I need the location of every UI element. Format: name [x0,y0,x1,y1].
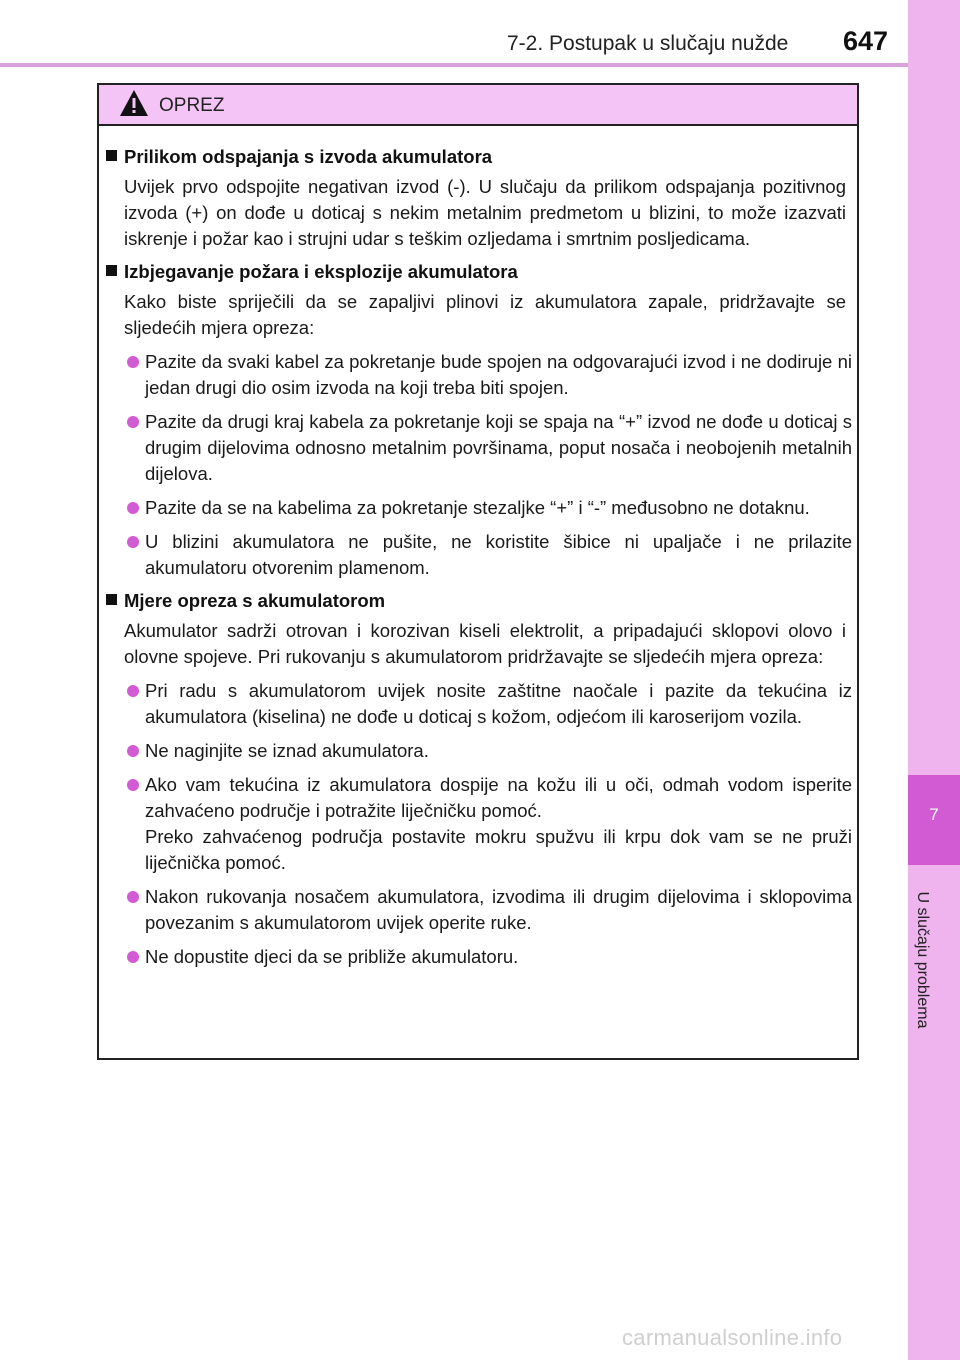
round-bullet-icon [127,685,139,697]
list-item-continuation: Preko zahvaćenog područja postavite mokru spužvu ili krpu dok vam se ne pruži liječnička pomoć. [145,826,852,873]
round-bullet-icon [127,356,139,368]
list-item-text: Pazite da svaki kabel za pokretanje bude spojen na odgovarajući izvod i ne dodiruje ni jedan drugi dio osim izvoda na koji treba biti spojen. [145,351,852,398]
list-item-text: Ne dopustite djeci da se približe akumulatoru. [145,946,519,967]
list-item-text: Pri radu s akumulatorom uvijek nosite zaštitne naočale i pazite da tekućina iz akumulatora (kiselina) ne dođe u doticaj s kožom, odjećom ili karoserijom vozila. [145,680,852,727]
list-item [124,495,852,521]
header-rule [0,63,908,67]
round-bullet-icon [127,416,139,428]
list-item-text: Ako vam tekućina iz akumulatora dospije na kožu ili u oči, odmah vodom isperite zahvaćeno područje i potražite liječničku pomoć. [145,774,852,821]
warning-triangle-icon [119,89,149,117]
section-heading-text: Izbjegavanje požara i eksplozije akumulatora [124,261,518,282]
list-item [124,944,852,970]
chapter-number: 7 [929,805,939,824]
section-heading [106,259,852,285]
section-heading-text: Prilikom odspajanja s izvoda akumulatora [124,146,493,167]
list-item-text: Pazite da drugi kraj kabela za pokretanje koji se spaja na “+” izvod ne dođe u doticaj s drugim dijelovima odnosno metalnim površinama, poput nosača i neobojenih metalnih dijelova. [145,411,852,484]
round-bullet-icon [127,779,139,791]
square-bullet-icon [106,265,117,276]
list-item-text: Nakon rukovanja nosačem akumulatora, izvodima ili drugim dijelovima i sklopovima povezanim s akumulatorom uvijek operite ruke. [145,886,852,933]
round-bullet-icon [127,745,139,757]
square-bullet-icon [106,594,117,605]
list-item [124,738,852,764]
caution-label: OPREZ [159,95,225,116]
chapter-title[interactable]: U slučaju problema [914,891,931,1029]
section-paragraph: Uvijek prvo odspojite negativan izvod (-). U slučaju da prilikom odspajanja pozitivnog izvoda (+) on dođe u doticaj s nekim metalnim predmetom u blizini, to može izazvati iskrenje i požar kao i strujni udar s teškim ozljedama i smrtnim posljedicama. [124,176,846,249]
header-title: 7-2. Postupak u slučaju nužde [507,32,789,55]
round-bullet-icon [127,502,139,514]
list-item-text: Ne naginjite se iznad akumulatora. [145,740,429,761]
round-bullet-icon [127,951,139,963]
list-item [124,349,852,401]
section-paragraph: Akumulator sadrži otrovan i korozivan kiseli elektrolit, a pripadajući sklopovi olovo i olovne spojeve. Pri rukovanju s akumulatorom pridržavajte se sljedećih mjera opreza: [124,620,846,667]
list-item-text: Pazite da se na kabelima za pokretanje stezaljke “+” i “-” međusobno ne dotaknu. [145,497,810,518]
section-paragraph: Kako biste spriječili da se zapaljivi plinovi iz akumulatora zapale, pridržavajte se sljedećih mjera opreza: [124,291,846,338]
section-heading [106,588,852,614]
round-bullet-icon [127,891,139,903]
caution-box [97,83,859,1060]
caution-body [106,144,852,970]
section-heading [106,144,852,170]
list-item [124,772,852,876]
side-tab [908,0,960,1360]
list-item [124,409,852,487]
watermark: carmanualsonline.info [622,1325,843,1350]
page-number: 647 [843,26,889,56]
list-item [124,884,852,936]
section-heading-text: Mjere opreza s akumulatorom [124,590,386,611]
square-bullet-icon [106,150,117,161]
list-item [124,678,852,730]
list-item-text: U blizini akumulatora ne pušite, ne koristite šibice ni upaljače i ne prilazite akumulatoru otvorenim plamenom. [145,531,852,578]
list-item [124,529,852,581]
round-bullet-icon [127,536,139,548]
caution-header [99,85,857,126]
